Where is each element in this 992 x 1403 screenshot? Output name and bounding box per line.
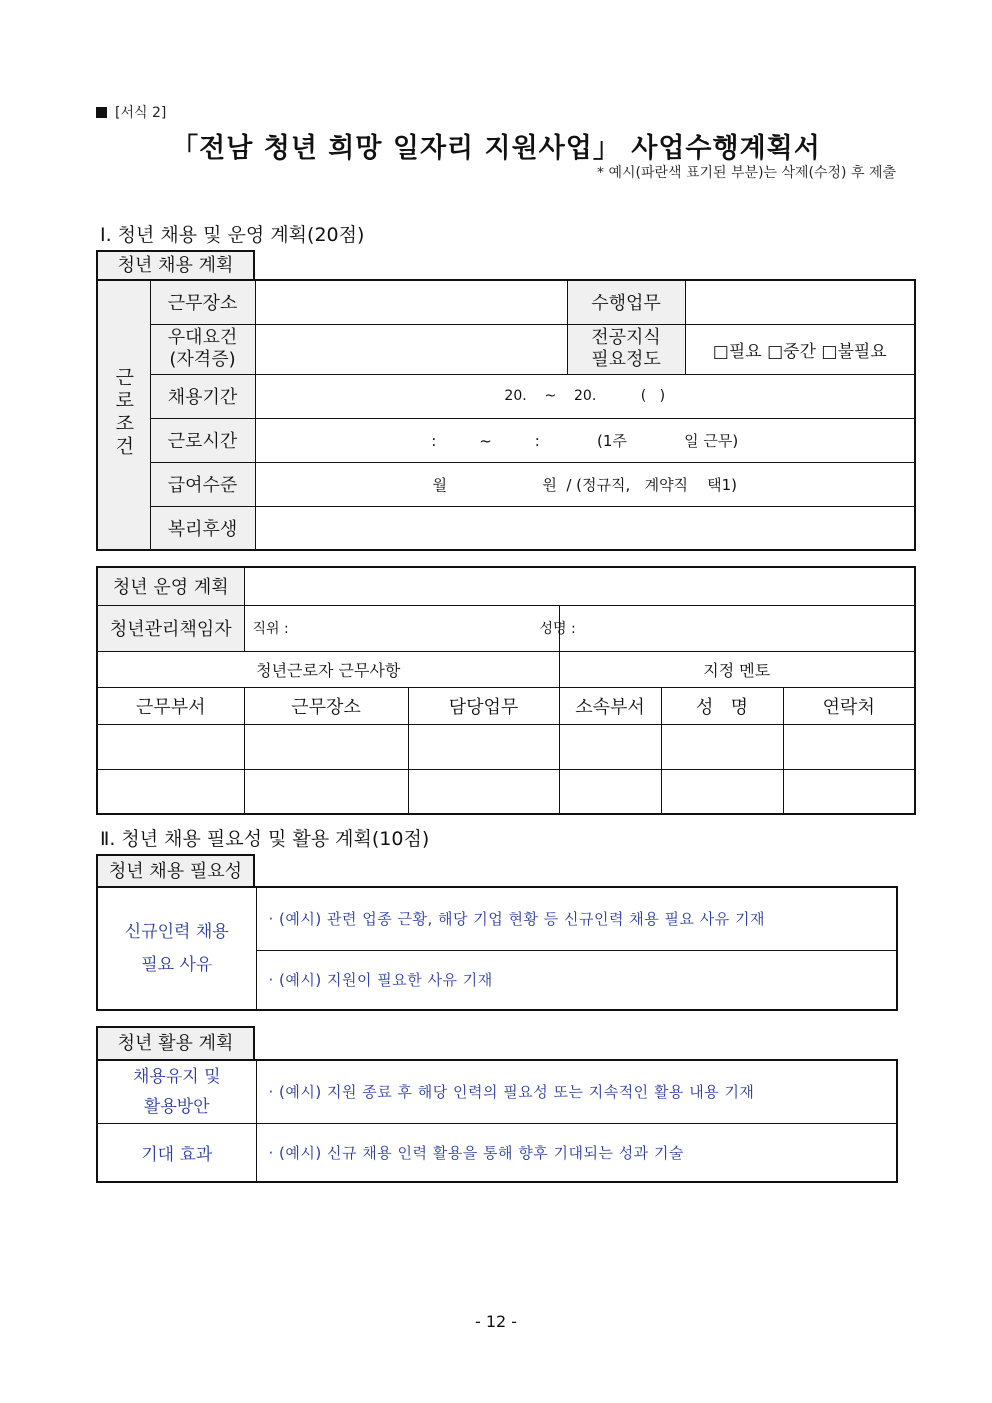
mentor-header: 지정 멘토: [559, 651, 915, 687]
preference-label-line1: 우대요건: [167, 327, 238, 348]
table-cell[interactable]: [97, 769, 244, 814]
position-field[interactable]: 직위 :: [244, 605, 559, 651]
column-header: 성 명: [661, 687, 783, 724]
retention-example[interactable]: · (예시) 지원 종료 후 해당 인력의 필요성 또는 지속적인 활용 내용 기재: [256, 1060, 897, 1123]
section-1-heading: Ⅰ. 청년 채용 및 운영 계획(20점): [100, 224, 365, 246]
name-field[interactable]: [539, 605, 915, 651]
task-field[interactable]: [685, 280, 915, 324]
working-conditions-text: 근로조건: [112, 366, 135, 459]
table-cell[interactable]: [559, 769, 661, 814]
hiring-plan-tag: 청년 채용 계획: [96, 250, 255, 280]
column-header: 담당업무: [408, 687, 559, 724]
effect-label: 기대 효과: [97, 1123, 256, 1182]
column-header: 소속부서: [559, 687, 661, 724]
table-cell[interactable]: [559, 724, 661, 769]
knowledge-label: [567, 324, 685, 374]
operation-plan-field[interactable]: [244, 567, 915, 605]
table-cell[interactable]: [408, 724, 559, 769]
work-details-header: 청년근로자 근무사항: [97, 651, 559, 687]
name-label: 성명 :: [539, 621, 576, 637]
hours-field[interactable]: : ~ : (1주 일 근무): [255, 418, 915, 462]
knowledge-options[interactable]: □필요 □중간 □불필요: [685, 324, 915, 374]
necessity-label-line1: 신규인력 채용: [124, 921, 229, 942]
necessity-example-1[interactable]: · (예시) 관련 업종 근황, 해당 기업 현황 등 신규인력 채용 필요 사유 기재: [256, 887, 897, 950]
hiring-plan-table: [96, 279, 916, 551]
task-label: 수행업무: [567, 280, 685, 324]
table-row: [97, 724, 915, 769]
effect-example[interactable]: · (예시) 신규 채용 인력 활용을 통해 향후 기대되는 성과 기술: [256, 1123, 897, 1182]
table-cell[interactable]: [783, 769, 915, 814]
working-conditions-label: [97, 280, 150, 550]
workplace-field[interactable]: [255, 280, 567, 324]
knowledge-label-line1: 전공지식: [591, 327, 661, 348]
necessity-tag: 청년 채용 필요성: [96, 854, 255, 887]
necessity-example-2[interactable]: · (예시) 지원이 필요한 사유 기재: [256, 950, 897, 1010]
workplace-label: 근무장소: [150, 280, 255, 324]
retention-label-line2: 활용방안: [143, 1096, 210, 1117]
section-2-heading: Ⅱ. 청년 채용 필요성 및 활용 계획(10점): [100, 828, 430, 850]
preference-label: [150, 324, 255, 374]
welfare-field[interactable]: [255, 506, 915, 550]
necessity-table: [96, 886, 898, 1011]
document-title: 「전남 청년 희망 일자리 지원사업」 사업수행계획서: [171, 133, 821, 164]
square-bullet-icon: [96, 107, 107, 118]
manager-label: 청년관리책임자: [97, 605, 244, 651]
table-cell[interactable]: [783, 724, 915, 769]
table-cell[interactable]: [408, 769, 559, 814]
retention-label-line1: 채용유지 및: [132, 1066, 221, 1087]
table-cell[interactable]: [661, 724, 783, 769]
salary-field[interactable]: 월 원 / (정규직, 계약직 택1): [255, 462, 915, 506]
necessity-label: [97, 887, 256, 1010]
salary-label: 급여수준: [150, 462, 255, 506]
utilization-table: [96, 1059, 898, 1183]
column-header: 근무부서: [97, 687, 244, 724]
knowledge-label-line2: 필요정도: [591, 349, 661, 370]
necessity-label-line2: 필요 사유: [141, 954, 213, 975]
table-cell[interactable]: [97, 724, 244, 769]
welfare-label: 복리후생: [150, 506, 255, 550]
hours-label: 근로시간: [150, 418, 255, 462]
form-tag-text: [서식 2]: [115, 105, 167, 121]
period-label: 채용기간: [150, 374, 255, 418]
retention-label: [97, 1060, 256, 1123]
instruction-note: * 예시(파란색 표기된 부분)는 삭제(수정) 후 제출: [597, 165, 896, 181]
preference-field[interactable]: [255, 324, 567, 374]
operation-plan-tag: 청년 운영 계획: [97, 567, 244, 605]
operation-plan-table: [96, 566, 916, 815]
period-field[interactable]: 20. ~ 20. ( ): [255, 374, 915, 418]
column-header: 연락처: [783, 687, 915, 724]
preference-label-line2: (자격증): [169, 349, 236, 370]
table-cell[interactable]: [661, 769, 783, 814]
table-cell[interactable]: [244, 769, 408, 814]
table-cell[interactable]: [244, 724, 408, 769]
page-number: - 12 -: [474, 1312, 518, 1331]
form-tag: [96, 102, 166, 122]
column-header: 근무장소: [244, 687, 408, 724]
utilization-tag: 청년 활용 계획: [96, 1026, 255, 1060]
table-row: [97, 769, 915, 814]
